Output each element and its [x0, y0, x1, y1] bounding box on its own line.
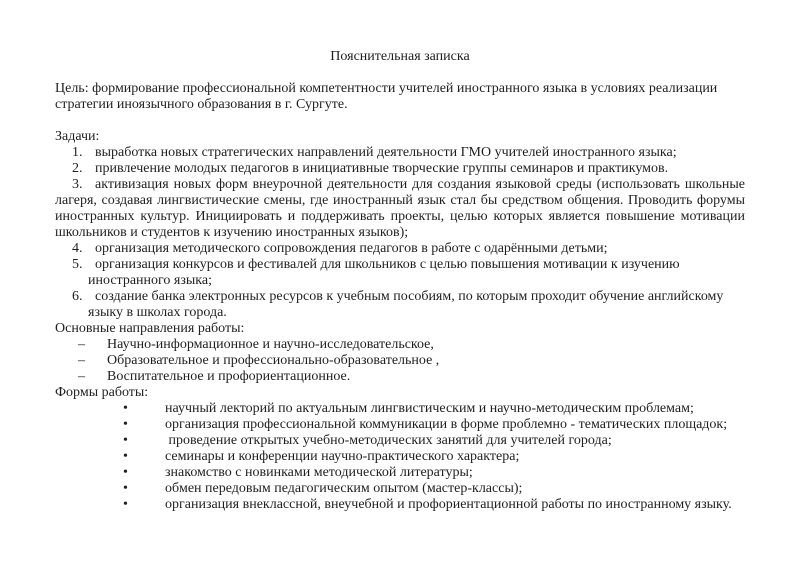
direction-item — [55, 369, 745, 385]
blank-line — [55, 65, 745, 81]
forms-heading: Формы работы: — [55, 385, 149, 400]
task-item-text: создание банка электронных ресурсов к учебным пособиям, по которым проходит обучение английскому языку в школах города. — [88, 289, 724, 320]
task-item-text: организация конкурсов и фестивалей для школьников с целью повышения мотивации к изучению иностранного языка; — [88, 257, 680, 288]
task-item-text: активизация новых форм внеурочной деятельности для создания языковой среды (использовать школьные лагеря, создавая лингвистические смены, где иностранный язык стал бы средством общения. Проводить форумы иностранных культур. Инициировать и поддерживать проекты, целью которых является повышение мотивации школьников и студентов к изучению иностранных языков); — [55, 177, 745, 240]
form-item — [55, 481, 745, 497]
task-item — [55, 241, 745, 257]
form-item — [55, 465, 745, 481]
form-item — [55, 433, 745, 449]
direction-item-text: Образовательное и профессионально-образовательное , — [107, 353, 440, 368]
form-item-text: проведение открытых учебно-методических занятий для учителей города; — [165, 433, 612, 448]
item-number: 2. — [72, 161, 83, 176]
item-number: 1. — [72, 145, 83, 160]
bullet-marker: • — [123, 465, 128, 480]
bullet-marker: • — [123, 433, 128, 448]
form-item-text: семинары и конференции научно-практического характера; — [165, 449, 520, 464]
task-item — [55, 145, 745, 161]
form-item-text: знакомство с новинками методической литературы; — [165, 465, 473, 480]
item-number: 5. — [72, 257, 83, 272]
dash-marker: – — [78, 353, 85, 368]
item-number: 6. — [72, 289, 83, 304]
form-item — [55, 497, 745, 513]
document-title: Пояснительная записка — [330, 49, 470, 64]
dash-marker: – — [78, 337, 85, 352]
task-item — [55, 177, 745, 241]
directions-heading: Основные направления работы: — [55, 321, 245, 336]
form-item — [55, 401, 745, 417]
form-item-text: организация профессиональной коммуникации в форме проблемно - тематических площадок; — [165, 417, 728, 432]
form-item-text: организация внеклассной, внеучебной и профориентационной работы по иностранному языку. — [165, 497, 732, 512]
form-item — [55, 417, 745, 433]
task-item — [55, 161, 745, 177]
task-item — [55, 289, 745, 321]
dash-marker: – — [78, 369, 85, 384]
tasks-heading: Задачи: — [55, 129, 100, 144]
direction-item-text: Научно-информационное и научно-исследовательское, — [107, 337, 434, 352]
bullet-marker: • — [123, 449, 128, 464]
direction-item-text: Воспитательное и профориентационное. — [107, 369, 351, 384]
form-item-text: обмен передовым педагогическим опытом (мастер-классы); — [165, 481, 523, 496]
item-number: 4. — [72, 241, 83, 256]
item-number: 3. — [72, 177, 83, 192]
direction-item — [55, 337, 745, 353]
blank-line — [55, 113, 745, 129]
bullet-marker: • — [123, 401, 128, 416]
bullet-marker: • — [123, 417, 128, 432]
task-item — [55, 257, 745, 289]
direction-item — [55, 353, 745, 369]
form-item-text: научный лекторий по актуальным лингвистическим и научно-методическим проблемам; — [165, 401, 694, 416]
task-item-text: выработка новых стратегических направлений деятельности ГМО учителей иностранного языка; — [95, 145, 677, 160]
task-item-text: организация методического сопровождения педагогов в работе с одарёнными детьми; — [95, 241, 608, 256]
bullet-marker: • — [123, 497, 128, 512]
bullet-marker: • — [123, 481, 128, 496]
goal-paragraph: Цель: формирование профессиональной компетентности учителей иностранного языка в условиях реализации стратегии иноязычного образования в г. Сургуте. — [55, 81, 718, 112]
form-item — [55, 449, 745, 465]
task-item-text: привлечение молодых педагогов в инициативные творческие группы семинаров и практикумов. — [95, 161, 669, 176]
